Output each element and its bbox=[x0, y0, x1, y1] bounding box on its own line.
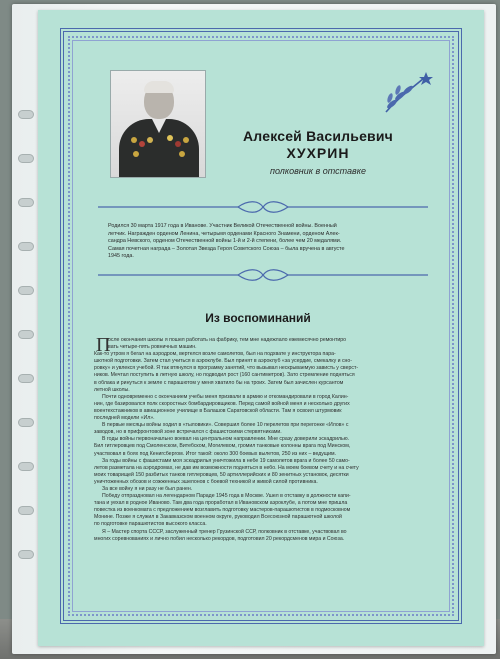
medal-icon bbox=[183, 137, 189, 143]
memoir-line: осле окончания школы я пошел работать на фабрику, тем мне надежлало ежемесячно ремонтиро bbox=[108, 337, 347, 343]
memoir-line: летной школы. bbox=[94, 386, 130, 393]
memoir-line: вать четыре-пять ровничных машин. bbox=[108, 344, 197, 351]
biography bbox=[108, 223, 408, 261]
memoir-heading: Из воспоминаний bbox=[205, 311, 311, 325]
memoir-line: тана и уехал в родное Иваново. Там два года проработал в Ивановском аэроклубе, а потом мне пришла bbox=[94, 500, 348, 507]
binder-hole bbox=[18, 374, 34, 383]
person-rank: полковник в отставке bbox=[270, 166, 366, 176]
memoir-line: В годы войны первоначально воевал на центральном направлении. Мне сразу доверили эскадрилью. bbox=[102, 436, 350, 443]
memoir-line: Как-то утром я бегал на аэродром, вертелся возле самолетов, был на подхвате у инструктора пара- bbox=[94, 351, 336, 358]
laurel-star-ornament-icon bbox=[378, 68, 438, 118]
bio-line: 1945 года. bbox=[108, 253, 134, 260]
portrait-photo bbox=[110, 70, 206, 178]
medal-icon bbox=[147, 137, 153, 143]
memoir-line: нин, где базировался полк скоростных бомбардировщиков. Перед самой войной меня и несколько других bbox=[94, 400, 350, 407]
medal-icon bbox=[139, 141, 145, 147]
memoir-line: заводов, но в прифронтовой зоне встречался с фашистскими стервятниками. bbox=[94, 429, 282, 436]
binder-hole bbox=[18, 154, 34, 163]
memoir-line: Бил гитлеровцев под Смоленском, Витебском, Могилевом, громил танковые колонны врага под Минском, bbox=[94, 443, 351, 450]
memoir-line: За все войну я ни разу не был ранен. bbox=[102, 485, 193, 492]
memoir-line: многих соревнованиях и лично побил несколько рекордов, подготовил 20 рекордсменов мира и Союза. bbox=[94, 535, 345, 542]
memoir-line: по подготовке парашютистов высокого класса. bbox=[94, 521, 207, 528]
memoir-line: В первые месяцы войны ходил в «тыловики». Совершил более 10 перелетов при перегонке «Илов» с bbox=[102, 422, 349, 429]
binder-hole bbox=[18, 286, 34, 295]
binder-hole bbox=[18, 242, 34, 251]
binder-hole bbox=[18, 550, 34, 559]
bio-line: Родился 30 марта 1917 года в Иванове. Участник Великой Отечественной войны. Военный bbox=[108, 223, 337, 229]
binder-hole bbox=[18, 330, 34, 339]
memoir-line: Монине. Позже я служил в Закавказском военном округе, руководил Всесоюзной парашютной школой bbox=[94, 514, 342, 521]
drop-cap: П bbox=[96, 334, 111, 356]
memoir-line: ровку» и увлекся учебой. Я так втянулся в программу занятий, что вызывал нескрываемую зависть у сверст- bbox=[94, 365, 359, 372]
person-name: Алексей Васильевич bbox=[242, 128, 393, 144]
binder-hole bbox=[18, 506, 34, 515]
document-page bbox=[38, 10, 484, 646]
memoir-line: последней модели «Ил». bbox=[94, 415, 155, 422]
memoir-line: повестка из военкомата с предложением возглавить подготовку мастеров-парашютистов в подмосковном bbox=[94, 507, 351, 514]
memoir-line: в облака и ринуться к земле с парашютом у меня хватило бы на троих. Затем был зачислен курсантом bbox=[94, 379, 344, 386]
memoir-line: участвовал в боях под Кенигсбергом. Итог такой: около 300 боевых вылетов, 250 из них – ведущим. bbox=[94, 450, 337, 457]
medal-icon bbox=[133, 151, 139, 157]
memoir-line: Победу отпраздновал на легендарном Параде 1945 года в Москве. Ушел в отставку в должности капи- bbox=[102, 493, 351, 500]
memoir-line: моих товарищей 150 разбитых танков гитлеровцев, 50 артиллерийских и 80 зенитных установок, десятки bbox=[94, 471, 349, 478]
person-surname: ХУХРИН bbox=[286, 145, 350, 161]
medal-icon bbox=[167, 135, 173, 141]
medal-icon bbox=[131, 137, 137, 143]
memoir-line: уничтоженных обозов и сожженных эшелонов с боевой техникой и живой силой противника. bbox=[94, 478, 318, 485]
binder-hole bbox=[18, 462, 34, 471]
memoir-line: ников. Мечтал поступить в летную школу, но подводил рост (160 сантиметров). Зато стремление подняться bbox=[94, 372, 355, 379]
bio-line: сандра Невского, орденом Отечественной войны 1-й и 2-й степени, более чем 20 медалями. bbox=[108, 238, 342, 245]
medal-icon bbox=[175, 141, 181, 147]
portrait-hair bbox=[144, 81, 174, 93]
medal-icon bbox=[179, 151, 185, 157]
memoir-line: летов разметала на аэродромах, не дав им возможности подняться в небо. На моем боевом счету и на счету bbox=[94, 464, 359, 471]
memoir-line: За годы войны с фашистами моя эскадрилья уничтожила в небе 19 самолетов врага и более 50 само- bbox=[102, 457, 350, 464]
memoir-text bbox=[94, 337, 438, 543]
memoir-line: воентехстажников в авиационное училище в Балашов Саратовской области. Там я освоил штурмовик bbox=[94, 407, 342, 414]
ornament-divider bbox=[98, 268, 428, 282]
memoir-line: шютной подготовки. Затем стал учиться в аэроклубе. Был принят в аэроклуб «за усердие, смекалку и сно- bbox=[94, 358, 353, 365]
bio-line: летчик. Награжден орденом Ленина, четырьмя орденами Красного Знамени, орденом Алек- bbox=[108, 230, 340, 237]
binder-hole bbox=[18, 418, 34, 427]
memoir-line: Почти одновременно с окончанием учебы меня призвали в армию и откомандировали в город Калин- bbox=[102, 393, 349, 400]
binder-hole bbox=[18, 198, 34, 207]
ornament-divider bbox=[98, 200, 428, 214]
binder-hole bbox=[18, 110, 34, 119]
bio-line: Самая почетная награда – Золотая Звезда Героя Советского Союза – была вручена в августе bbox=[108, 245, 345, 252]
memoir-line: Я – Мастер спорта СССР, заслуженный тренер Грузинской ССР, полковник в отставке, участвовал во bbox=[102, 528, 347, 535]
